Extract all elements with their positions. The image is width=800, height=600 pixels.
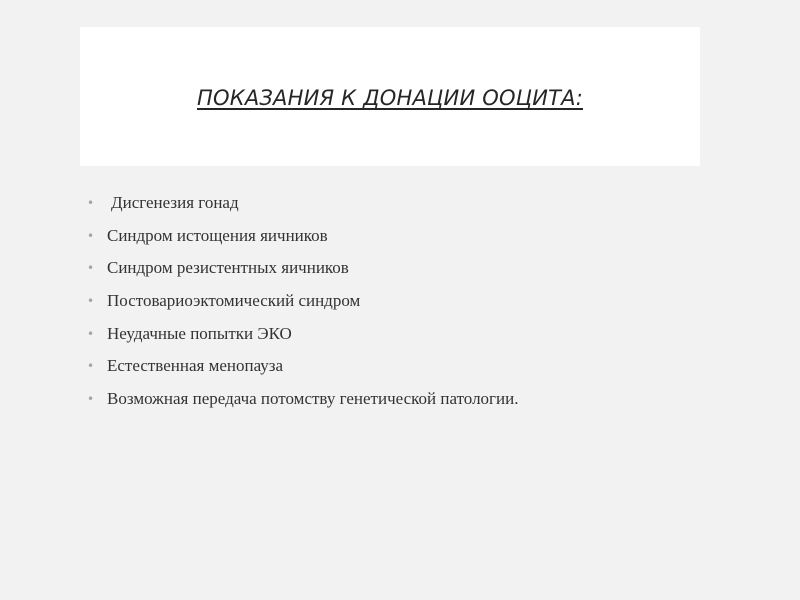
bullet-text: Синдром истощения яичников xyxy=(107,225,328,245)
bullet-icon: • xyxy=(87,359,95,374)
bullet-icon: • xyxy=(87,392,95,407)
bullet-icon: • xyxy=(87,228,95,243)
bullet-text: Естественная менопауза xyxy=(107,356,284,376)
bullet-text: Возможная передача потомству генетической патологии. xyxy=(107,389,519,409)
bullet-text: Неудачные попытки ЭКО xyxy=(107,323,292,343)
bullet-icon: • xyxy=(87,294,95,309)
slide-title: ПОКАЗАНИЯ К ДОНАЦИИ ООЦИТА: xyxy=(196,86,583,110)
bullet-text: Постовариоэктомический синдром xyxy=(107,291,361,311)
bullet-text: Дисгенезия гонад xyxy=(111,193,239,212)
bullet-text: Синдром резистентных яичников xyxy=(107,258,349,278)
bullet-icon: • xyxy=(87,196,95,210)
bullet-icon: • xyxy=(87,261,95,276)
bullet-icon: • xyxy=(87,326,95,341)
